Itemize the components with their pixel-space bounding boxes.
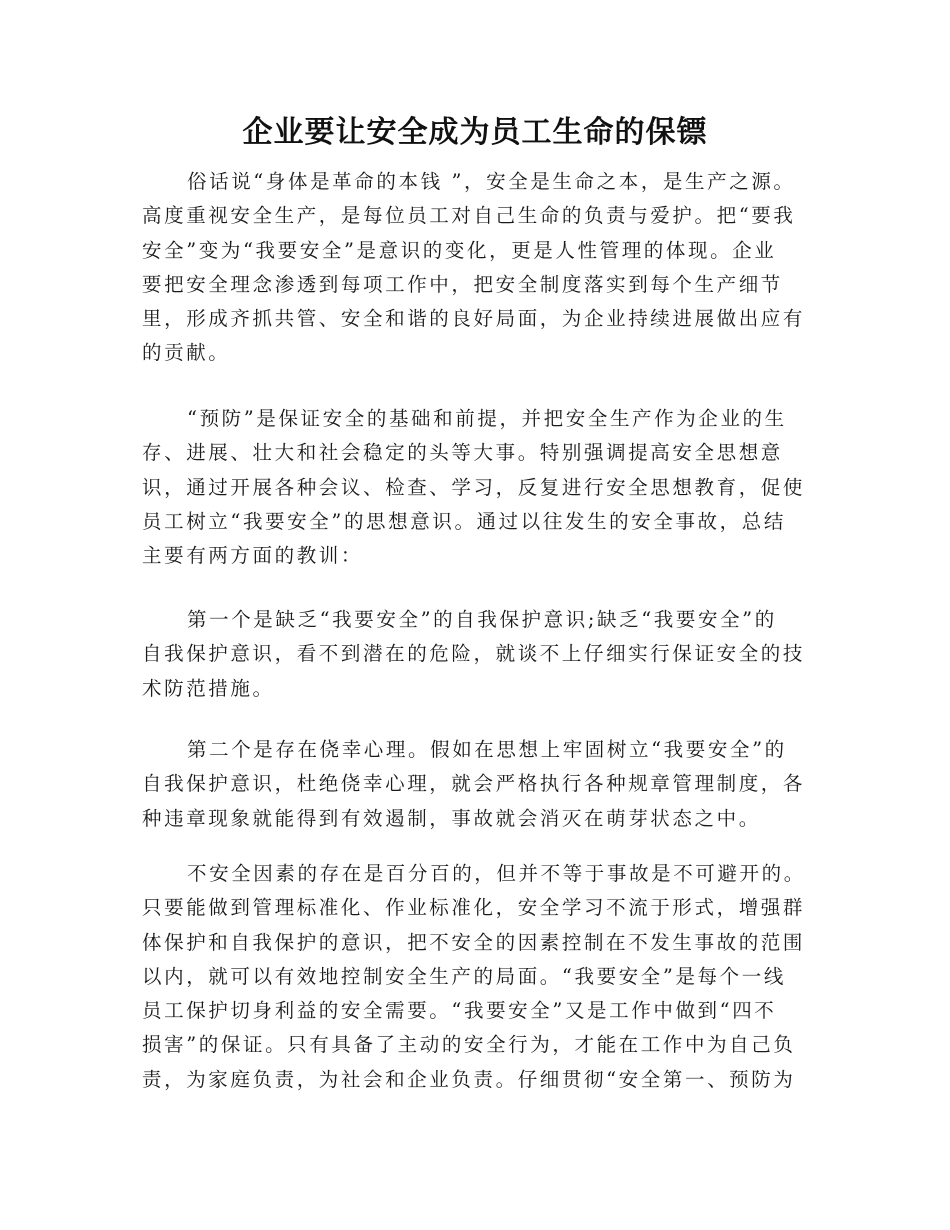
paragraph-line: 以内，就可以有效地控制安全生产的局面。“我要安全”是每个一线 [142,964,786,988]
paragraph-line: “预防”是保证安全的基础和前提，并把安全生产作为企业的生 [187,407,787,430]
paragraph-line: 要把安全理念渗透到每项工作中，把安全制度落实到每个生产细节 [142,272,783,296]
paragraph-line: 责，为家庭负责，为社会和企业负责。仔细贯彻“安全第一、预防为 [142,1067,796,1091]
paragraph-4 [142,733,805,836]
paragraph-line: 自我保护意识，杜绝侥幸心理，就会严格执行各种规章管理制度，各 [142,772,806,796]
paragraph-line: 俗话说“身体是革命的本钱 ”，安全是生命之本，是生产之源。 [187,170,796,193]
paragraph-line: 只要能做到管理标准化、作业标准化，安全学习不流于形式，增强群 [142,896,806,920]
paragraph-line: 员工保护切身利益的安全需要。“我要安全”又是工作中做到“四不 [142,999,777,1023]
paragraph-line: 损害”的保证。只有具备了主动的安全行为，才能在工作中为自己负 [142,1033,796,1057]
paragraph-line: 员工树立“我要安全”的思想意识。通过以往发生的安全事故，总结 [142,509,786,533]
paragraph-line: 安全”变为“我要安全”是意识的变化，更是人性管理的体现。企业 [142,238,777,262]
paragraph-line: 第一个是缺乏“我要安全”的自我保护意识;缺乏“我要安全”的 [187,608,777,631]
document-title: 企业要让安全成为员工生命的保镖 [242,115,708,150]
paragraph-line: 第二个是存在侥幸心理。假如在思想上牢固树立“我要安全”的 [187,738,787,761]
paragraph-line: 体保护和自我保护的意识，把不安全的因素控制在不发生事故的范围 [142,930,806,954]
paragraph-line: 存、进展、壮大和社会稳定的头等大事。特别强调提高安全思想意 [142,441,783,465]
paragraph-line: 不安全因素的存在是百分百的，但并不等于事故是不可避开的。 [187,862,806,885]
paragraph-5 [142,857,806,1097]
paragraph-line: 里，形成齐抓共管、安全和谐的良好局面，为企业持续进展做出应有 [142,307,806,331]
paragraph-line: 术防范措施。 [142,676,275,700]
paragraph-line: 的贡献。 [142,341,231,365]
paragraph-1 [142,165,805,371]
paragraph-line: 识，通过开展各种会议、检查、学习，反复进行安全思想教育，促使 [142,475,806,499]
paragraph-line: 主要有两方面的教训： [142,544,364,568]
paragraph-3 [142,603,805,706]
paragraph-line: 自我保护意识，看不到潜在的危险，就谈不上仔细实行保证安全的技 [142,642,806,666]
paragraph-line: 种违章现象就能得到有效遏制，事故就会消灭在萌芽状态之中。 [142,806,761,830]
paragraph-2 [142,402,805,573]
paragraph-line: 高度重视安全生产，是每位员工对自己生命的负责与爱护。把“要我 [142,204,796,228]
